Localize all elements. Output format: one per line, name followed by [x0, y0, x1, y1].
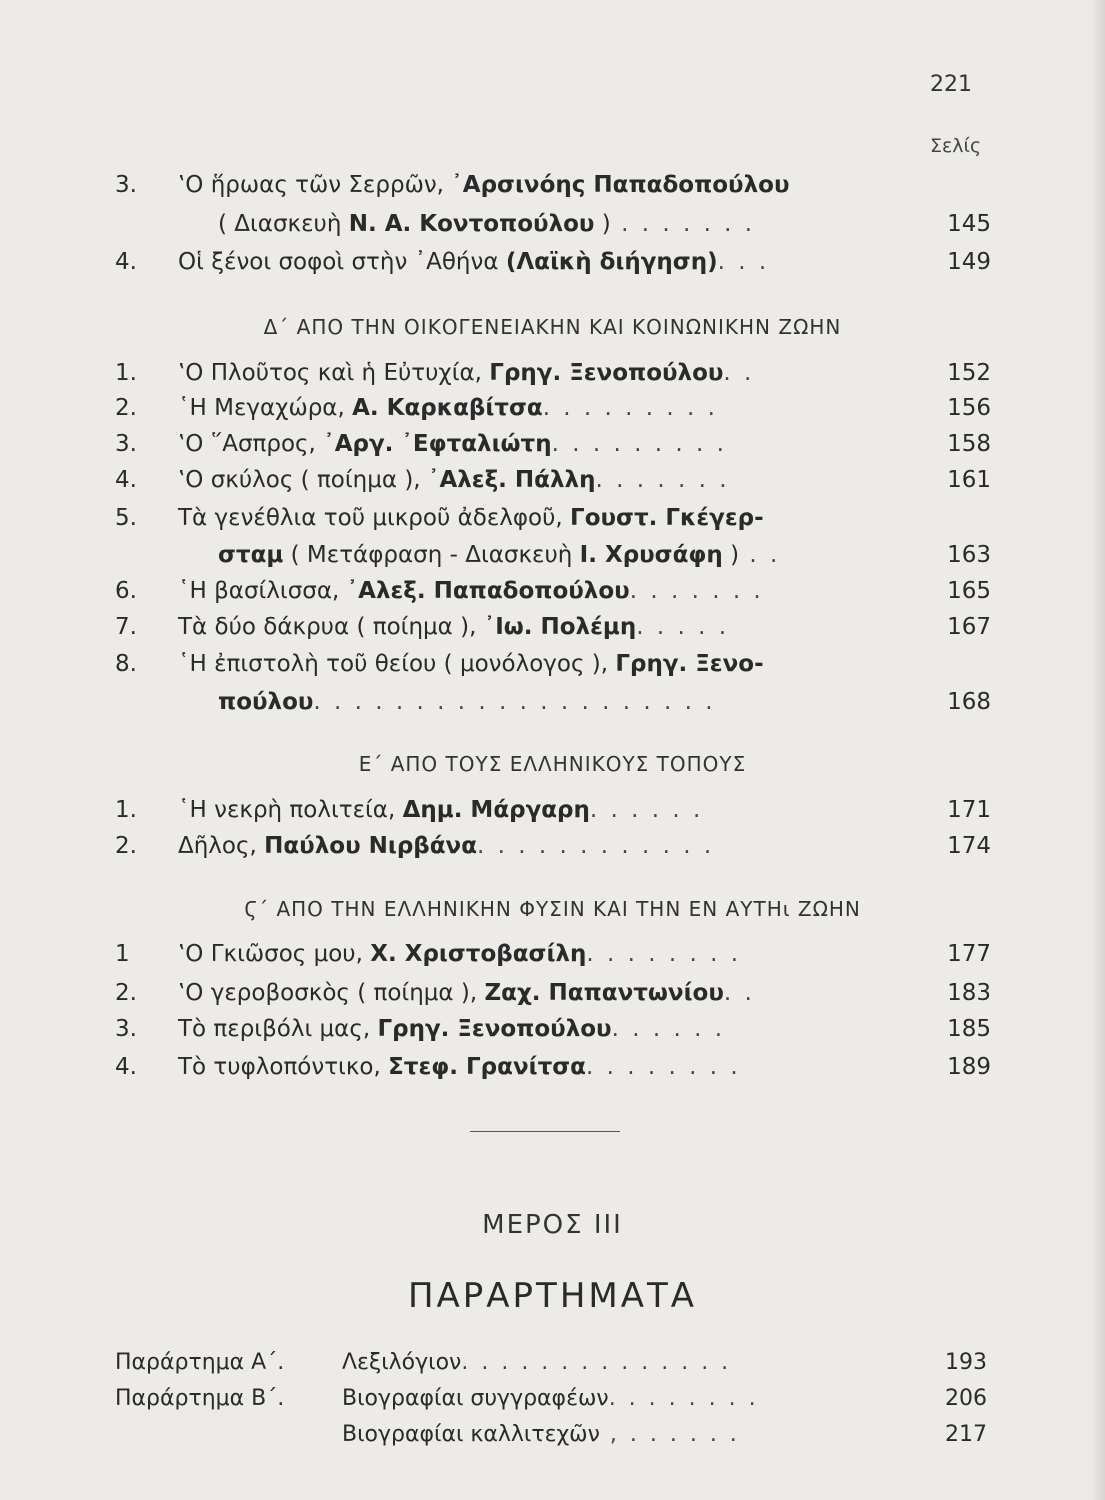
entry-author: Στεφ. Γρανίτσα: [388, 1054, 586, 1080]
entry-title: ῾Η ἐπιστολὴ τοῦ θείου ( μονόλογος ), Γρηγ. Ξενο-: [178, 651, 764, 677]
entry-title: Τὸ περιβόλι μας, Γρηγ. Ξενοπούλου. . . . . .: [178, 1016, 726, 1042]
toc-entry: [0, 614, 1105, 654]
entry-page: 156: [947, 395, 991, 421]
toc-entry: [0, 172, 1105, 212]
divider: [470, 1131, 620, 1132]
toc-entry-continuation: [0, 211, 1105, 251]
entry-page: 167: [947, 614, 991, 640]
leader-dots: . . . . . . .: [595, 467, 730, 493]
appendix-title: Βιογραφίαι συγγραφέων. . . . . . . .: [342, 1386, 759, 1411]
entry-page: 158: [947, 431, 991, 457]
leader-dots: . . . . . .: [611, 1016, 726, 1042]
toc-entry: [0, 360, 1105, 400]
entry-title: ‛Ο ἥρωας τῶν Σερρῶν, ᾽Αρσινόης Παπαδοπούλου: [178, 172, 790, 198]
entry-page: 161: [947, 467, 991, 493]
entry-author: Χ. Χριστοβασίλη: [370, 941, 587, 967]
entry-number: 3.: [115, 1016, 137, 1042]
entry-page: 177: [947, 941, 991, 967]
section-heading: Ε΄ ΑΠΟ ΤΟΥΣ ΕΛΛΗΝΙΚΟΥΣ ΤΟΠΟΥΣ: [358, 752, 747, 776]
leader-dots: . . . . . . . . . . . . . .: [461, 1350, 732, 1375]
toc-entry: [0, 980, 1105, 1020]
toc-entry: [0, 249, 1105, 289]
toc-entry: [0, 431, 1105, 471]
leader-dots: . .: [739, 542, 781, 568]
entry-author: πούλου: [218, 689, 314, 715]
leader-dots: . . . . . . . . .: [551, 431, 727, 457]
entry-page: 193: [945, 1350, 987, 1375]
entry-page: 145: [947, 211, 991, 237]
entry-number: 4.: [115, 249, 137, 275]
entry-title: ‛Ο γεροβοσκὸς ( ποίημα ), Ζαχ. Παπαντωνίου. .: [178, 980, 755, 1006]
leader-dots: . .: [723, 360, 755, 386]
entry-title: Τὰ γενέθλια τοῦ μικροῦ ἀδελφοῦ, Γουστ. Γκέγερ-: [178, 505, 764, 531]
appendices-title: ΠΑΡΑΡΤΗΜΑΤΑ: [407, 1276, 698, 1316]
leader-dots: , . . . . . .: [599, 1422, 740, 1447]
appendix-entry: [0, 1350, 1105, 1386]
entry-page: 165: [947, 578, 991, 604]
entry-title: σταμ ( Μετάφραση - Διασκευὴ Ι. Χρυσάφη ) . .: [218, 542, 781, 568]
entry-number: 7.: [115, 614, 137, 640]
part-title: ΜΕΡΟΣ ΙΙΙ: [482, 1210, 623, 1240]
entry-page: 168: [947, 689, 991, 715]
entry-author: Ν. Α. Κοντοπούλου: [348, 211, 595, 237]
entry-author: Γρηγ. Ξενο-: [615, 651, 764, 677]
entry-title: ‛Ο ῞Ασπρος, ᾽Αργ. ᾽Εφταλιώτη. . . . . . . . .: [178, 431, 727, 457]
leader-dots: . . .: [717, 249, 770, 275]
entry-title: ‛Ο Πλοῦτος καὶ ἡ Εὐτυχία, Γρηγ. Ξενοπούλου. .: [178, 360, 755, 386]
entry-author: Γρηγ. Ξενοπούλου: [489, 360, 724, 386]
toc-entry: [0, 467, 1105, 507]
appendix-title: Λεξιλόγιον. . . . . . . . . . . . . .: [342, 1350, 732, 1375]
entry-title: [218, 689, 716, 715]
page-column-label: Σελίς: [930, 135, 982, 157]
entry-number: 6.: [115, 578, 137, 604]
entry-author: ᾽Αλεξ. Παπαδοπούλου: [346, 578, 630, 604]
toc-entry: [0, 1054, 1105, 1094]
entry-title: Δῆλος, Παύλου Νιρβάνα. . . . . . . . . . . .: [178, 833, 715, 859]
entry-title: ( Διασκευὴ Ν. Α. Κοντοπούλου ) . . . . . . .: [218, 211, 756, 237]
toc-entry: [0, 651, 1105, 691]
entry-author: (Λαϊκὴ διήγηση): [505, 249, 718, 275]
toc-entry: [0, 1016, 1105, 1056]
entry-author: ᾽Ιω. Πολέμη: [483, 614, 637, 640]
toc-entry: [0, 578, 1105, 618]
entry-author: Ζαχ. Παπαντωνίου: [484, 980, 724, 1006]
entry-number: 1: [115, 941, 130, 967]
entry-number: 2.: [115, 980, 137, 1006]
entry-number: 5.: [115, 505, 137, 531]
entry-author: ᾽Αργ. ᾽Εφταλιώτη: [323, 431, 552, 457]
toc-entry: [0, 833, 1105, 873]
entry-number: 4.: [115, 467, 137, 493]
entry-author: Α. Καρκαβίτσα: [352, 395, 543, 421]
leader-dots: . . . . . . . . . . . . . . . . . . . .: [313, 689, 716, 715]
entry-number: 4.: [115, 1054, 137, 1080]
appendix-label: Παράρτημα Α΄.: [115, 1350, 285, 1375]
leader-dots: . . . . . . . .: [608, 1386, 759, 1411]
entry-title: Τὸ τυφλοπόντικο, Στεφ. Γρανίτσα. . . . . . . .: [178, 1054, 741, 1080]
toc-entry-continuation: [0, 689, 1105, 729]
section-heading: Ϛ΄ ΑΠΟ ΤΗΝ ΕΛΛΗΝΙΚΗΝ ΦΥΣΙΝ ΚΑΙ ΤΗΝ ΕΝ ΑΥΤΗι ΖΩΗΝ: [244, 897, 861, 921]
entry-number: 3.: [115, 172, 137, 198]
toc-entry: [0, 395, 1105, 435]
entry-page: 163: [947, 542, 991, 568]
leader-dots: . . . . .: [636, 614, 730, 640]
entry-title: Τὰ δύο δάκρυα ( ποίημα ), ᾽Ιω. Πολέμη. . . . .: [178, 614, 730, 640]
appendix-label: Παράρτημα Β΄.: [115, 1386, 285, 1411]
entry-title: ῾Η νεκρὴ πολιτεία, Δημ. Μάργαρη. . . . . .: [178, 797, 704, 823]
entry-number: 2.: [115, 833, 137, 859]
entry-number: 2.: [115, 395, 137, 421]
entry-page: 174: [947, 833, 991, 859]
entry-author: Γρηγ. Ξενοπούλου: [377, 1016, 612, 1042]
entry-author: ᾽Αρσινόης Παπαδοπούλου: [451, 172, 790, 198]
entry-author: σταμ: [218, 542, 284, 568]
entry-title: ῾Η Μεγαχώρα, Α. Καρκαβίτσα. . . . . . . . .: [178, 395, 718, 421]
leader-dots: . .: [723, 980, 755, 1006]
entry-author: Δημ. Μάργαρη: [402, 797, 590, 823]
toc-entry: [0, 505, 1105, 545]
leader-dots: . . . . . . .: [610, 211, 756, 237]
leader-dots: . . . . . . . . . . . .: [477, 833, 715, 859]
entry-page: 171: [947, 797, 991, 823]
leader-dots: . . . . . . . .: [585, 1054, 741, 1080]
entry-title: ‛Ο Γκιῶσος μου, Χ. Χριστοβασίλη. . . . . . . .: [178, 941, 742, 967]
entry-number: 8.: [115, 651, 137, 677]
leader-dots: . . . . . . . .: [586, 941, 742, 967]
appendix-title: Βιογραφίαι καλλιτεχῶν , . . . . . .: [342, 1422, 740, 1447]
entry-title: ‛Ο σκύλος ( ποίημα ), ᾽Αλεξ. Πάλλη. . . . . . .: [178, 467, 730, 493]
toc-entry: [0, 941, 1105, 981]
leader-dots: . . . . . .: [589, 797, 704, 823]
appendix-entry: [0, 1386, 1105, 1422]
entry-author: Παύλου Νιρβάνα: [264, 833, 478, 859]
appendix-entry: [0, 1422, 1105, 1458]
leader-dots: . . . . . . . . .: [542, 395, 718, 421]
entry-author: ᾽Αλεξ. Πάλλη: [427, 467, 596, 493]
toc-entry-continuation: [0, 542, 1105, 582]
entry-page: 152: [947, 360, 991, 386]
entry-number: 1.: [115, 360, 137, 386]
entry-number: 3.: [115, 431, 137, 457]
entry-title: Οἱ ξένοι σοφοὶ στὴν ᾽Αθήνα (Λαϊκὴ διήγηση). . .: [178, 249, 770, 275]
entry-author: Γουστ. Γκέγερ-: [570, 505, 764, 531]
entry-page: 217: [945, 1422, 987, 1447]
entry-author: Ι. Χρυσάφη: [579, 542, 723, 568]
entry-number: 1.: [115, 797, 137, 823]
entry-page: 185: [947, 1016, 991, 1042]
entry-page: 183: [947, 980, 991, 1006]
entry-page: 206: [945, 1386, 987, 1411]
leader-dots: . . . . . . .: [629, 578, 764, 604]
page-number: 221: [930, 72, 972, 97]
entry-page: 149: [947, 249, 991, 275]
toc-entry: [0, 797, 1105, 837]
section-heading: Δ΄ ΑΠΟ ΤΗΝ ΟΙΚΟΓΕΝΕΙΑΚΗΝ ΚΑΙ ΚΟΙΝΩΝΙΚΗΝ ΖΩΗΝ: [263, 315, 842, 339]
entry-title: ῾Η βασίλισσα, ᾽Αλεξ. Παπαδοπούλου. . . . . . .: [178, 578, 764, 604]
entry-page: 189: [947, 1054, 991, 1080]
